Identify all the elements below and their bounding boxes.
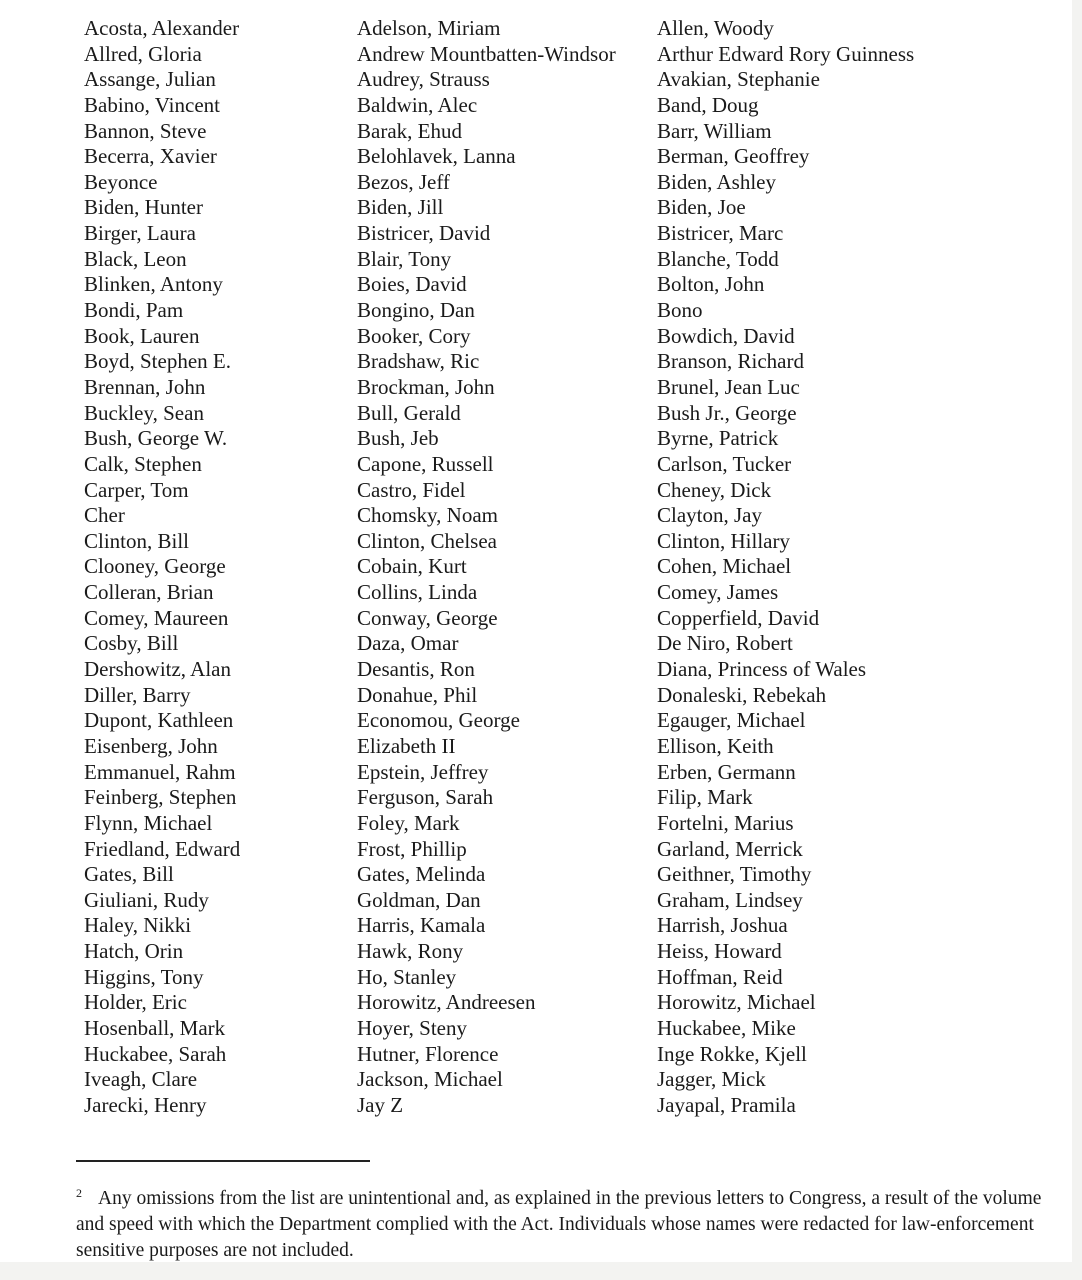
name-entry: Colleran, Brian — [84, 580, 214, 605]
name-entry: Berman, Geoffrey — [657, 144, 810, 169]
name-entry: Jagger, Mick — [657, 1067, 766, 1092]
name-entry: Baldwin, Alec — [357, 92, 478, 117]
name-entry: Feinberg, Stephen — [84, 785, 237, 810]
name-entry: Ferguson, Sarah — [357, 785, 494, 810]
name-entry: Arthur Edward Rory Guinness — [657, 41, 915, 66]
name-entry: Huckabee, Sarah — [84, 1041, 227, 1066]
name-entry: Bush, Jeb — [357, 426, 439, 451]
name-entry: Bannon, Steve — [84, 118, 207, 143]
name-entry: Jay Z — [357, 1092, 404, 1117]
name-entry: Bistricer, David — [357, 221, 491, 246]
name-entry: Becerra, Xavier — [84, 144, 217, 169]
name-entry: Bongino, Dan — [357, 298, 475, 323]
name-entry: Haley, Nikki — [84, 913, 192, 938]
name-entry: Bistricer, Marc — [657, 221, 784, 246]
name-entry: Flynn, Michael — [84, 810, 213, 835]
name-entry: Biden, Jill — [357, 195, 444, 220]
name-entry: Clooney, George — [84, 554, 226, 579]
name-entry: Garland, Merrick — [657, 836, 803, 861]
name-entry: Heiss, Howard — [657, 939, 782, 964]
name-entry: Ellison, Keith — [657, 733, 774, 758]
name-entry: Frost, Phillip — [357, 836, 467, 861]
name-entry: Barr, William — [657, 118, 772, 143]
names-column-3 — [657, 16, 914, 1119]
name-entry: Jayapal, Pramila — [657, 1092, 796, 1117]
name-entry: Allen, Woody — [657, 16, 774, 40]
name-entry: Economou, George — [357, 708, 520, 733]
name-entry: Donaleski, Rebekah — [657, 682, 827, 707]
name-entry: Harrish, Joshua — [657, 913, 788, 938]
name-entry: Higgins, Tony — [84, 964, 204, 989]
name-entry: Collins, Linda — [357, 580, 478, 605]
footnote-text: Any omissions from the list are unintentional and, as explained in the previous letters to Congress, a result of the volume and speed with which the Department complied with the Act. Individuals whose names were redacted for law-enforcement sensitive purposes are not included. — [76, 1188, 1042, 1261]
name-entry: Avakian, Stephanie — [657, 67, 820, 92]
name-entry: Iveagh, Clare — [84, 1067, 198, 1092]
names-column-2 — [357, 16, 616, 1119]
name-entry: Clinton, Bill — [84, 528, 190, 553]
name-entry: Booker, Cory — [357, 323, 471, 348]
name-entry: Epstein, Jeffrey — [357, 759, 489, 784]
name-entry: Comey, James — [657, 580, 779, 605]
name-entry: Carper, Tom — [84, 477, 189, 502]
name-entry: Babino, Vincent — [84, 92, 220, 117]
name-entry: Hutner, Florence — [357, 1041, 499, 1066]
name-entry: Byrne, Patrick — [657, 426, 779, 451]
name-entry: Filip, Mark — [657, 785, 753, 810]
name-entry: Black, Leon — [84, 246, 187, 271]
footnote-divider — [76, 1160, 370, 1162]
name-entry: Biden, Hunter — [84, 195, 203, 220]
name-entry: Clinton, Hillary — [657, 528, 790, 553]
name-entry: De Niro, Robert — [657, 631, 793, 656]
name-entry: Beyonce — [84, 169, 158, 194]
name-entry: Brennan, John — [84, 374, 206, 399]
name-entry: Assange, Julian — [84, 67, 216, 92]
name-entry: Jackson, Michael — [357, 1067, 503, 1092]
name-entry: Bull, Gerald — [357, 400, 461, 425]
name-entry: Desantis, Ron — [357, 657, 475, 682]
name-entry: Hoyer, Steny — [357, 1015, 467, 1040]
name-entry: Horowitz, Andreesen — [357, 990, 536, 1015]
name-entry: Carlson, Tucker — [657, 451, 792, 476]
name-entry: Holder, Eric — [84, 990, 187, 1015]
name-entry: Andrew Mountbatten-Windsor — [357, 41, 616, 66]
name-entry: Hatch, Orin — [84, 939, 184, 964]
footnote-marker: 2 — [76, 1186, 82, 1200]
name-entry: Cosby, Bill — [84, 631, 179, 656]
name-entry: Blanche, Todd — [657, 246, 779, 271]
name-entry: Book, Lauren — [84, 323, 200, 348]
name-entry: Cher — [84, 503, 125, 528]
name-entry: Hosenball, Mark — [84, 1015, 226, 1040]
name-entry: Cohen, Michael — [657, 554, 792, 579]
name-entry: Audrey, Strauss — [357, 67, 490, 92]
name-entry: Calk, Stephen — [84, 451, 202, 476]
name-entry: Hawk, Rony — [357, 939, 464, 964]
name-entry: Brunel, Jean Luc — [657, 374, 800, 399]
name-entry: Chomsky, Noam — [357, 503, 498, 528]
name-entry: Barak, Ehud — [357, 118, 462, 143]
name-entry: Band, Doug — [657, 92, 759, 117]
name-entry: Foley, Mark — [357, 810, 460, 835]
name-entry: Ho, Stanley — [357, 964, 457, 989]
name-entry: Hoffman, Reid — [657, 964, 783, 989]
name-entry: Fortelni, Marius — [657, 810, 794, 835]
name-entry: Biden, Joe — [657, 195, 746, 220]
name-entry: Buckley, Sean — [84, 400, 204, 425]
name-entry: Clayton, Jay — [657, 503, 762, 528]
name-entry: Egauger, Michael — [657, 708, 806, 733]
name-entry: Donahue, Phil — [357, 682, 478, 707]
name-entry: Birger, Laura — [84, 221, 196, 246]
name-entry: Gates, Bill — [84, 862, 174, 887]
name-entry: Cheney, Dick — [657, 477, 772, 502]
name-entry: Cobain, Kurt — [357, 554, 467, 579]
name-entry: Graham, Lindsey — [657, 887, 803, 912]
name-entry: Elizabeth II — [357, 733, 456, 758]
name-entry: Huckabee, Mike — [657, 1015, 796, 1040]
name-entry: Bolton, John — [657, 272, 765, 297]
name-entry: Bush, George W. — [84, 426, 228, 451]
name-entry: Capone, Russell — [357, 451, 494, 476]
name-entry: Daza, Omar — [357, 631, 459, 656]
name-entry: Geithner, Timothy — [657, 862, 812, 887]
name-entry: Goldman, Dan — [357, 887, 481, 912]
name-entry: Erben, Germann — [657, 759, 796, 784]
name-entry: Blinken, Antony — [84, 272, 223, 297]
name-entry: Boyd, Stephen E. — [84, 349, 231, 374]
name-entry: Bondi, Pam — [84, 298, 184, 323]
names-column-1 — [84, 16, 240, 1119]
name-entry: Comey, Maureen — [84, 605, 229, 630]
name-entry: Gates, Melinda — [357, 862, 486, 887]
name-entry: Brockman, John — [357, 374, 495, 399]
name-entry: Inge Rokke, Kjell — [657, 1041, 807, 1066]
name-entry: Dupont, Kathleen — [84, 708, 234, 733]
name-entry: Biden, Ashley — [657, 169, 776, 194]
name-entry: Bush Jr., George — [657, 400, 797, 425]
name-entry: Bezos, Jeff — [357, 169, 450, 194]
name-entry: Adelson, Miriam — [357, 16, 501, 40]
name-entry: Diana, Princess of Wales — [657, 657, 867, 682]
name-entry: Castro, Fidel — [357, 477, 466, 502]
names-list — [0, 16, 1072, 1136]
name-entry: Belohlavek, Lanna — [357, 144, 516, 169]
name-entry: Bowdich, David — [657, 323, 795, 348]
name-entry: Friedland, Edward — [84, 836, 241, 861]
name-entry: Giuliani, Rudy — [84, 887, 209, 912]
name-entry: Allred, Gloria — [84, 41, 202, 66]
name-entry: Dershowitz, Alan — [84, 657, 231, 682]
name-entry: Boies, David — [357, 272, 467, 297]
name-entry: Eisenberg, John — [84, 733, 218, 758]
name-entry: Emmanuel, Rahm — [84, 759, 236, 784]
name-entry: Harris, Kamala — [357, 913, 486, 938]
name-entry: Diller, Barry — [84, 682, 191, 707]
name-entry: Bono — [657, 298, 703, 323]
name-entry: Blair, Tony — [357, 246, 452, 271]
name-entry: Conway, George — [357, 605, 498, 630]
name-entry: Jarecki, Henry — [84, 1092, 207, 1117]
name-entry: Bradshaw, Ric — [357, 349, 480, 374]
name-entry: Copperfield, David — [657, 605, 820, 630]
name-entry: Horowitz, Michael — [657, 990, 816, 1015]
name-entry: Clinton, Chelsea — [357, 528, 497, 553]
footnote — [76, 1180, 1051, 1264]
name-entry: Acosta, Alexander — [84, 16, 240, 40]
name-entry: Branson, Richard — [657, 349, 804, 374]
